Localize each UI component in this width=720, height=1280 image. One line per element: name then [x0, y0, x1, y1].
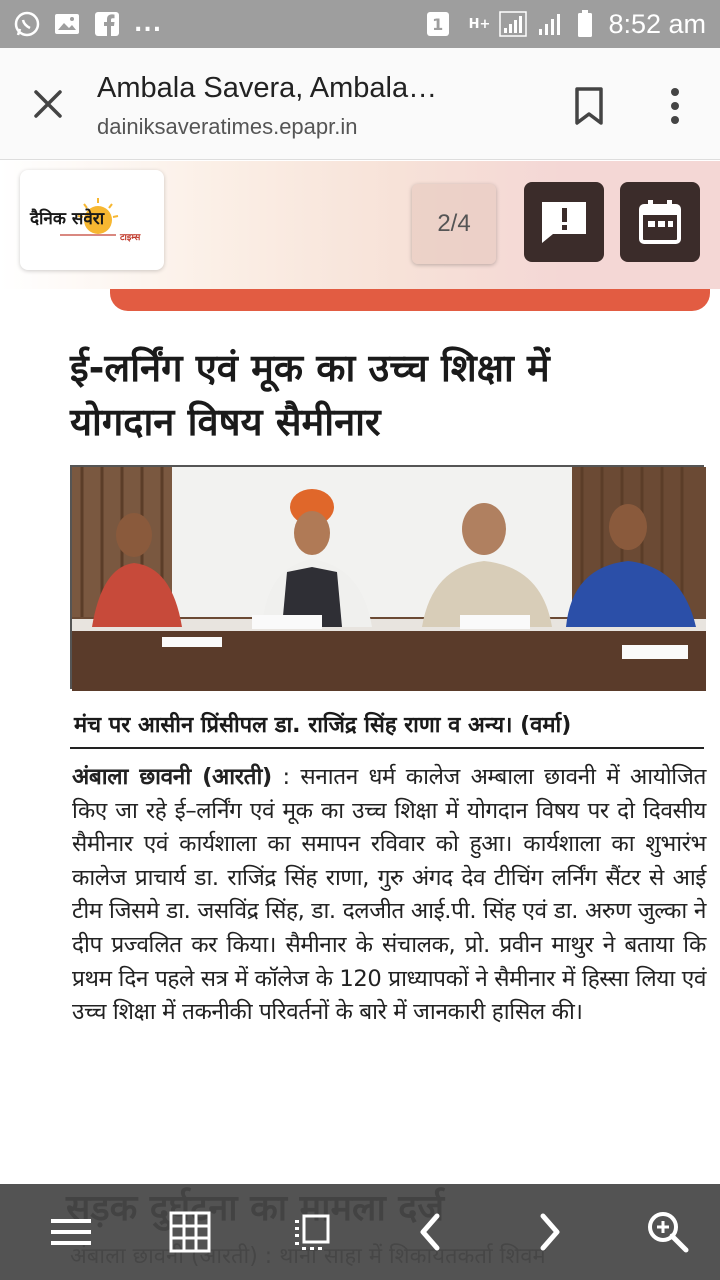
facebook-icon: [94, 11, 120, 37]
article-text: : सनातन धर्म कालेज अम्बाला छावनी में आयोजित किए जा रहे ई–लर्निंग एवं मूक का उच्च शिक्षा में योगदान विषय पर दो दिवसीय सैमीनार एवं कार्यशाला का समापन रविवार को हुआ। कार्यशाला का शुभारंभ कालेज प्राचार्य डा. राजिंद्र सिंह राणा, गुरु अंगद देव टीचिंग लर्निंग सैंटर से आई टीम जिसमे डा. जसविंद्र सिंह, डा. दलजीत आई.पी. सिंह एवं डा. अरुण जुल्का ने दीप प्रज्वलित कर किया। सैमीनार के संचालक, प्रो. प्रवीन माथुर ने बताया कि प्रथम दिन पहले सत्र में कॉलेज के 120 प्राध्यापकों ने सैमीनार में हिस्सा लिया एवं उच्च शिक्षा में तकनीकी परिवर्तनों के बारे में जानकारी हासिल की।: [72, 764, 706, 1026]
gallery-icon: [54, 11, 80, 37]
clip-icon: [292, 1212, 332, 1252]
article-photo[interactable]: [70, 465, 704, 689]
zoom-in-icon: [646, 1210, 690, 1254]
more-notifications-indicator: ...: [134, 11, 163, 37]
close-tab-button[interactable]: [28, 84, 68, 124]
network-type-label: H+: [468, 16, 491, 32]
article-headline[interactable]: [70, 341, 690, 449]
article-byline: अंबाला छावनी (आरती): [72, 764, 272, 790]
signal-icon: [500, 11, 526, 37]
calendar-button[interactable]: [620, 182, 700, 262]
logo-subtext: टाइम्स: [120, 233, 141, 243]
notification-icons: [14, 11, 162, 37]
browser-toolbar: [0, 48, 720, 160]
signal-icon-2: [536, 11, 562, 37]
photo-caption: मंच पर आसीन प्रिंसीपल डा. राजिंद्र सिंह राणा व अन्य। (वर्मा): [74, 713, 572, 738]
logo-tagline-rule: [60, 234, 116, 236]
page-title: Ambala Savera, Ambala…: [97, 72, 438, 104]
clip-button[interactable]: [288, 1208, 336, 1256]
caption-divider: [70, 747, 704, 749]
menu-button[interactable]: [47, 1208, 95, 1256]
calendar-icon: [638, 199, 682, 245]
overflow-menu-button[interactable]: [664, 86, 686, 126]
system-icons: [427, 9, 706, 40]
previous-page-button[interactable]: [406, 1208, 454, 1256]
sim-badge: 1: [427, 12, 449, 36]
whatsapp-icon: [14, 11, 40, 37]
bookmark-button[interactable]: [572, 86, 606, 126]
bookmark-icon: [572, 86, 606, 126]
clock: 8:52 am: [608, 8, 706, 39]
section-banner: [110, 289, 710, 311]
epaper-page[interactable]: [0, 289, 720, 1189]
next-page-button[interactable]: [526, 1208, 574, 1256]
logo-text: दैनिक सवेरा: [30, 209, 105, 229]
status-bar: [0, 0, 720, 48]
more-vert-icon: [664, 86, 686, 126]
chevron-left-icon: [415, 1212, 445, 1252]
feedback-icon: [539, 199, 589, 245]
site-logo[interactable]: [20, 170, 164, 270]
page-indicator[interactable]: 2/4: [412, 184, 496, 264]
zoom-in-button[interactable]: [644, 1208, 692, 1256]
epaper-header: [0, 161, 720, 289]
headline-line-1: ई-लर्निंग एवं मूक का उच्च शिक्षा में: [70, 346, 550, 390]
reader-toolbar: [0, 1184, 720, 1280]
page-url[interactable]: dainiksaveratimes.epapr.in: [97, 114, 358, 139]
headline-line-2: योगदान विषय सैमीनार: [70, 400, 381, 444]
menu-icon: [51, 1217, 91, 1247]
grid-icon: [170, 1212, 210, 1252]
chevron-right-icon: [535, 1212, 565, 1252]
feedback-button[interactable]: [524, 182, 604, 262]
seminar-photo: [72, 467, 706, 691]
article-body[interactable]: [72, 761, 706, 1030]
battery-icon: [572, 11, 598, 37]
close-icon: [28, 84, 68, 124]
page-grid-button[interactable]: [166, 1208, 214, 1256]
